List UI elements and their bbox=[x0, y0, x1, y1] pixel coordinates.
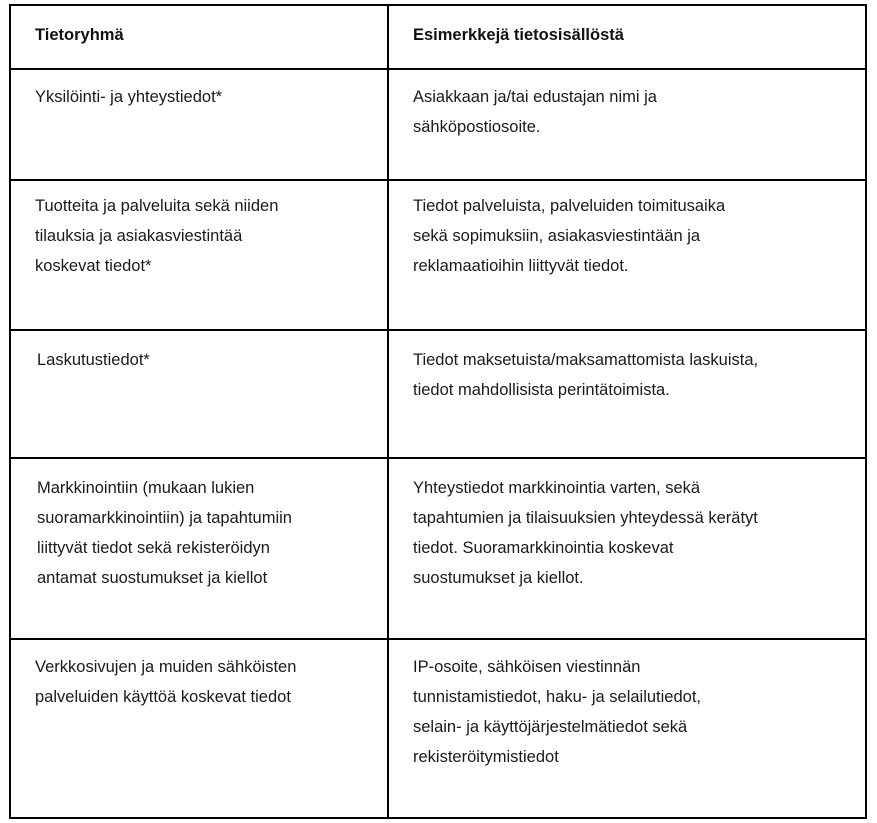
data-group-cell bbox=[10, 330, 388, 458]
data-group-text: Verkkosivujen ja muiden sähköisten palveluiden käyttöä koskevat tiedot bbox=[35, 658, 297, 706]
examples-text: Asiakkaan ja/tai edustajan nimi ja sähköpostiosoite. bbox=[413, 88, 657, 136]
header-examples-label: Esimerkkejä tietosisällöstä bbox=[413, 26, 624, 44]
data-group-cell bbox=[10, 180, 388, 330]
examples-cell bbox=[388, 639, 866, 818]
table-row bbox=[10, 330, 866, 458]
data-group-text: Tuotteita ja palveluita sekä niiden tilauksia ja asiakasviestintää koskevat tiedot* bbox=[35, 197, 279, 275]
data-group-cell bbox=[10, 639, 388, 818]
data-group-text: Yksilöinti- ja yhteystiedot* bbox=[35, 88, 223, 106]
table-header-row bbox=[10, 5, 866, 69]
data-group-text: Markkinointiin (mukaan lukien suoramarkkinointiin) ja tapahtumiin liittyvät tiedot sekä rekisteröidyn antamat suostumukset ja kiellot bbox=[37, 479, 292, 587]
examples-cell bbox=[388, 458, 866, 639]
examples-text: Yhteystiedot markkinointia varten, sekä tapahtumien ja tilaisuuksien yhteydessä kerätyt tiedot. Suoramarkkinointia koskevat suostumukset ja kiellot. bbox=[413, 479, 758, 587]
examples-cell bbox=[388, 180, 866, 330]
examples-text: Tiedot maksetuista/maksamattomista laskuista, tiedot mahdollisista perintätoimista. bbox=[413, 351, 759, 399]
header-cell-data-group bbox=[10, 5, 388, 69]
data-categories-table bbox=[9, 4, 867, 819]
table-row bbox=[10, 639, 866, 818]
data-group-cell bbox=[10, 458, 388, 639]
table-row bbox=[10, 69, 866, 180]
data-group-cell bbox=[10, 69, 388, 180]
examples-text: IP-osoite, sähköisen viestinnän tunnistamistiedot, haku- ja selailutiedot, selain- ja käyttöjärjestelmätiedot sekä rekisteröitymistiedot bbox=[413, 658, 701, 766]
header-cell-examples bbox=[388, 5, 866, 69]
examples-cell bbox=[388, 69, 866, 180]
table-row bbox=[10, 458, 866, 639]
examples-cell bbox=[388, 330, 866, 458]
table-row bbox=[10, 180, 866, 330]
examples-text: Tiedot palveluista, palveluiden toimitusaika sekä sopimuksiin, asiakasviestintään ja reklamaatioihin liittyvät tiedot. bbox=[413, 197, 726, 275]
header-data-group-label: Tietoryhmä bbox=[35, 26, 124, 44]
data-group-text: Laskutustiedot* bbox=[37, 351, 150, 369]
